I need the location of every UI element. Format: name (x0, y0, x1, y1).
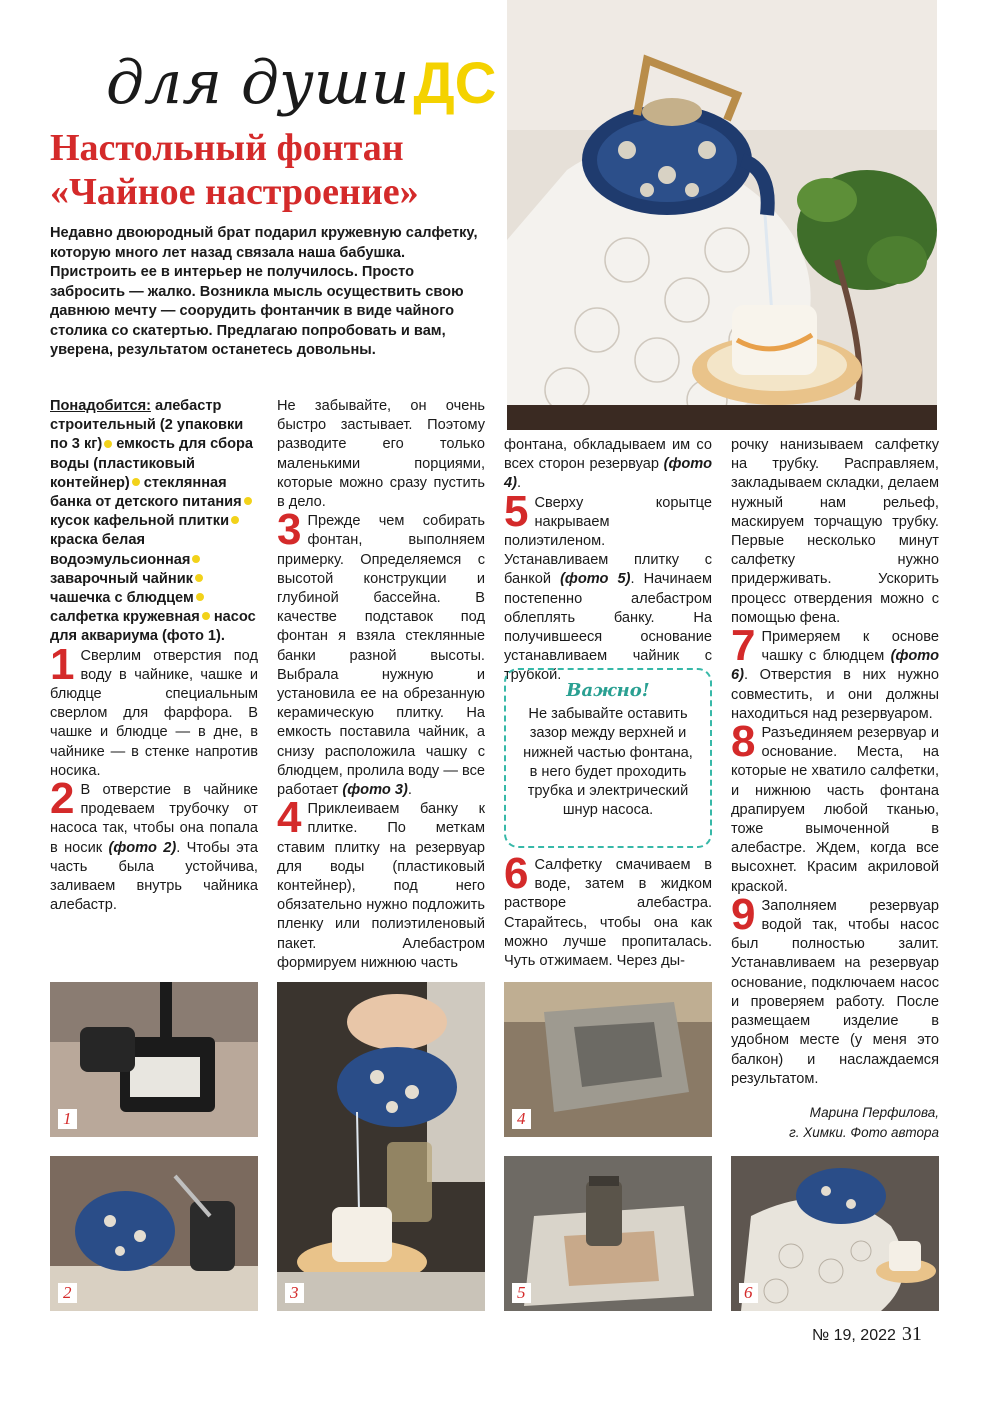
step-text: Сверху корытце накрываем полиэтиленом. Устанавливаем плитку с банкой (504, 494, 712, 588)
step-9 (731, 889, 939, 1089)
column-3 (504, 436, 712, 686)
step-4 (277, 793, 485, 973)
step-7 (731, 621, 939, 724)
step-4-continued (504, 436, 712, 494)
step-number: 3 (277, 505, 302, 555)
step-text: . Начинаем постепенно алебастром облеплять банку. На получившееся основание устанавливаем чайник с трубкой. (504, 571, 712, 684)
photo-label: 6 (739, 1283, 758, 1303)
column-4 (731, 436, 939, 1089)
step-8 (731, 717, 939, 897)
photo-ref: (фото 2) (108, 839, 177, 856)
page-number: 31 (901, 1323, 922, 1345)
step-number: 4 (277, 793, 302, 843)
step-2 (50, 774, 258, 915)
bullet-icon (202, 612, 210, 620)
step-text: Салфетку смачиваем в воде, затем в жидком растворе алебастра. Старайтесь, чтобы она как можно лучше пропиталась. Чуть отжимаем. Через ды- (504, 857, 712, 970)
article-title (50, 126, 500, 214)
step-2-continued: Не забывайте, он очень быстро застывает. Поэтому разводите его только маленькими порциями, которые можно сразу пустить в дело. (277, 398, 485, 511)
step-3 (277, 505, 485, 800)
title-line-1: Настольный фонтан (50, 127, 404, 169)
bullet-icon (196, 593, 204, 601)
step-text: Сверлим отверстия под воду в чайнике, чашке и блюдце специальным сверлом для фарфора. В чашке и блюдце — в дне, в чайнике — в стенке напротив носика. (50, 647, 258, 779)
material-item: алебастр строительный (2 упаковки по 3 кг) (50, 398, 244, 453)
photo-6 (731, 1156, 939, 1311)
step-1 (50, 639, 258, 781)
rubric (106, 48, 497, 118)
photo-ref: (фото 6) (731, 648, 939, 684)
bullet-icon (132, 478, 140, 486)
step-text: . (516, 475, 522, 492)
hero-photo (507, 0, 937, 430)
step-number: 7 (731, 621, 756, 671)
important-box (504, 668, 712, 848)
material-item: насос для аквариума (фото 1). (50, 609, 256, 645)
material-item: чашечка с блюдцем (50, 590, 194, 607)
photo-5 (504, 1156, 712, 1311)
step-text: Примеряем к основе чашку с блюдцем (761, 629, 939, 665)
step-text: Заполняем резервуар водой так, чтобы насос был полностью залит. Устанавливаем на резервуар основание, подключаем насос и проверяем работу. После размещаем изделие в удобном месте (у меня это балкон) и наслаждаемся результатом. (731, 897, 939, 1087)
photo-2 (50, 1156, 258, 1311)
material-item: салфетка кружевная (50, 609, 200, 626)
bullet-icon (192, 555, 200, 563)
rubric-brand: ДС (413, 51, 497, 116)
issue-number: № 19, 2022 (812, 1327, 896, 1344)
photo-label: 2 (58, 1283, 77, 1303)
material-item: емкость для сбора воды (пластиковый контейнер) (50, 436, 254, 491)
photo-label: 4 (512, 1109, 531, 1129)
photo-ref: (фото 5) (560, 571, 631, 588)
rubric-text: для души (106, 48, 410, 118)
step-number: 9 (731, 889, 756, 939)
photo-4 (504, 982, 712, 1137)
step-6 (504, 849, 712, 971)
step-number: 8 (731, 717, 756, 767)
step-number: 6 (504, 849, 529, 898)
step-text: В отверстие в чайнике продеваем трубочку от насоса так, чтобы она попала в носик (50, 782, 258, 856)
photo-ref: (фото 3) (342, 782, 408, 799)
photo-label: 1 (58, 1109, 77, 1129)
photo-label: 3 (285, 1283, 304, 1303)
title-line-2: «Чайное настроение» (50, 171, 419, 213)
photo-label: 5 (512, 1283, 531, 1303)
step-text: Прежде чем собирать фонтан, выполняем примерку. Определяемся с высотой конструкции и глубиной бассейна. В качестве подставок под фонтан я взяла стеклянные банки разной высоты. Выбрала нужную и установила ее на обрезанную керамическую плитку. На емкость поставила чайник, а снизу расположила чашку с блюдцем, пролила воду — все работает (277, 513, 485, 799)
step-number: 5 (504, 486, 529, 536)
step-text: Разъединяем резервуар и основание. Места, на которые не хватило салфетки, и нижнюю часть фонтана драпируем любой тканью, тоже вымоченной в алебастре. Ждем, когда все высохнет. Красим акриловой краской. (731, 725, 939, 895)
step-text: . Чтобы эта часть была устойчива, заливаем внутрь чайника алебастр. (50, 839, 258, 914)
material-item: заварочный чайник (50, 570, 193, 587)
author-city: г. Химки. Фото автора (789, 1125, 939, 1140)
step-5 (504, 486, 712, 686)
page-footer (812, 1323, 922, 1346)
material-item: кусок кафельной плитки (50, 513, 230, 530)
materials-label: Понадобится: (50, 398, 151, 414)
step-text: фонтана, обкладываем им со всех сторон резервуар (504, 437, 712, 473)
material-item: краска белая водоэмульсионная (50, 532, 191, 568)
important-title: Важно! (566, 680, 650, 701)
author-name: Марина Перфилова, (809, 1105, 939, 1120)
column-3-lower (504, 849, 712, 971)
column-2 (277, 397, 485, 973)
bullet-icon (104, 440, 112, 448)
article-lead: Недавно двоюродный брат подарил кружевную салфетку, которую много лет назад связала наша бабушка. Пристроить ее в интерьер не получилось. Просто забросить — жалко. Возникла мысль осуществить свою давнюю мечту — соорудить фонтанчик в виде чайного столика со скатертью. Предлагаю попробовать и вам, уверена, результатом останетесь довольны. (50, 225, 478, 358)
material-item: стеклянная банка от детского питания (50, 474, 242, 511)
author-credit (731, 1103, 939, 1143)
step-number: 1 (50, 639, 75, 689)
column-1 (50, 397, 258, 915)
bullet-icon (231, 516, 239, 524)
photo-ref: (фото 4) (504, 456, 712, 492)
bullet-icon (244, 497, 252, 505)
materials-list (50, 397, 258, 647)
bullet-icon (195, 574, 203, 582)
important-text: Не забывайте оставить зазор между верхней и нижней частью фонтана, в него будет проходить трубка и электрический шнур насоса. (523, 706, 693, 819)
step-text: Приклеиваем банку к плитке. По меткам ставим плитку на резервуар для воды (пластиковый контейнер), под него обязательно нужно подложить пленку или полиэтиленовый пакет. Алебастром формируем нижнюю часть (277, 801, 485, 971)
step-number: 2 (50, 774, 75, 824)
photo-1 (50, 982, 258, 1137)
photo-3 (277, 982, 485, 1311)
step-6-continued: рочку нанизываем салфетку на трубку. Расправляем, закладываем складки, делаем нужный нам рельеф, маскируем торчащую трубку. Первые несколько минут салфетку нужно придерживать. Ускорить процесс отвердения можно с помощью фена. (731, 437, 939, 626)
step-text: . Отверстия в них нужно совместить, и они должны находиться над резервуаром. (731, 667, 939, 722)
step-text: . (407, 782, 412, 799)
